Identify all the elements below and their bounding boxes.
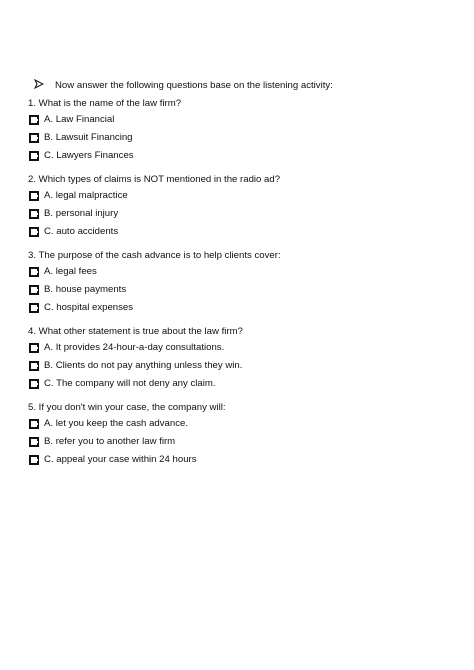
question-1	[28, 97, 448, 165]
checkbox-icon[interactable]	[28, 114, 40, 126]
question-text: 3. The purpose of the cash advance is to help clients cover:	[28, 250, 281, 261]
answer-option[interactable]	[28, 147, 448, 165]
checkbox-icon[interactable]	[28, 360, 40, 372]
answer-option[interactable]	[28, 433, 448, 451]
answer-label: B. Clients do not pay anything unless they win.	[44, 360, 243, 371]
answer-label: C. The company will not deny any claim.	[44, 378, 216, 389]
answer-option[interactable]	[28, 129, 448, 147]
checkbox-icon[interactable]	[28, 266, 40, 278]
answer-label: A. Law Financial	[44, 114, 115, 125]
checkbox-icon[interactable]	[28, 418, 40, 430]
arrowhead-bullet-icon	[34, 79, 44, 89]
answer-option[interactable]	[28, 281, 448, 299]
checkbox-icon[interactable]	[28, 208, 40, 220]
answer-label: A. It provides 24-hour-a-day consultations.	[44, 342, 225, 353]
answer-label: A. let you keep the cash advance.	[44, 418, 188, 429]
question-4	[28, 325, 448, 393]
answer-option[interactable]	[28, 205, 448, 223]
answer-label: C. Lawyers Finances	[44, 150, 134, 161]
answer-label: B. Lawsuit Financing	[44, 132, 133, 143]
answer-label: B. refer you to another law firm	[44, 436, 176, 447]
checkbox-icon[interactable]	[28, 436, 40, 448]
answer-label: C. appeal your case within 24 hours	[44, 454, 197, 465]
answer-option[interactable]	[28, 375, 448, 393]
question-list	[28, 97, 448, 477]
answer-label: B. personal injury	[44, 208, 119, 219]
question-2	[28, 173, 448, 241]
instruction-line	[34, 79, 333, 92]
question-text: 2. Which types of claims is NOT mentioned in the radio ad?	[28, 174, 281, 185]
question-3	[28, 249, 448, 317]
answer-option[interactable]	[28, 111, 448, 129]
checkbox-icon[interactable]	[28, 342, 40, 354]
answer-option[interactable]	[28, 223, 448, 241]
instruction-text: Now answer the following questions base on the listening activity:	[55, 80, 333, 91]
checkbox-icon[interactable]	[28, 132, 40, 144]
checkbox-icon[interactable]	[28, 454, 40, 466]
answer-label: C. auto accidents	[44, 226, 119, 237]
answer-option[interactable]	[28, 357, 448, 375]
question-text: 5. If you don't win your case, the company will:	[28, 402, 226, 413]
answer-option[interactable]	[28, 187, 448, 205]
checkbox-icon[interactable]	[28, 378, 40, 390]
checkbox-icon[interactable]	[28, 150, 40, 162]
checkbox-icon[interactable]	[28, 226, 40, 238]
answer-option[interactable]	[28, 263, 448, 281]
answer-label: B. house payments	[44, 284, 127, 295]
answer-label: A. legal fees	[44, 266, 97, 277]
answer-option[interactable]	[28, 415, 448, 433]
checkbox-icon[interactable]	[28, 284, 40, 296]
answer-label: C. hospital expenses	[44, 302, 134, 313]
question-5	[28, 401, 448, 469]
checkbox-icon[interactable]	[28, 190, 40, 202]
answer-option[interactable]	[28, 299, 448, 317]
answer-option[interactable]	[28, 451, 448, 469]
question-text: 1. What is the name of the law firm?	[28, 98, 182, 109]
checkbox-icon[interactable]	[28, 302, 40, 314]
answer-label: A. legal malpractice	[44, 190, 128, 201]
answer-option[interactable]	[28, 339, 448, 357]
question-text: 4. What other statement is true about the law firm?	[28, 326, 243, 337]
